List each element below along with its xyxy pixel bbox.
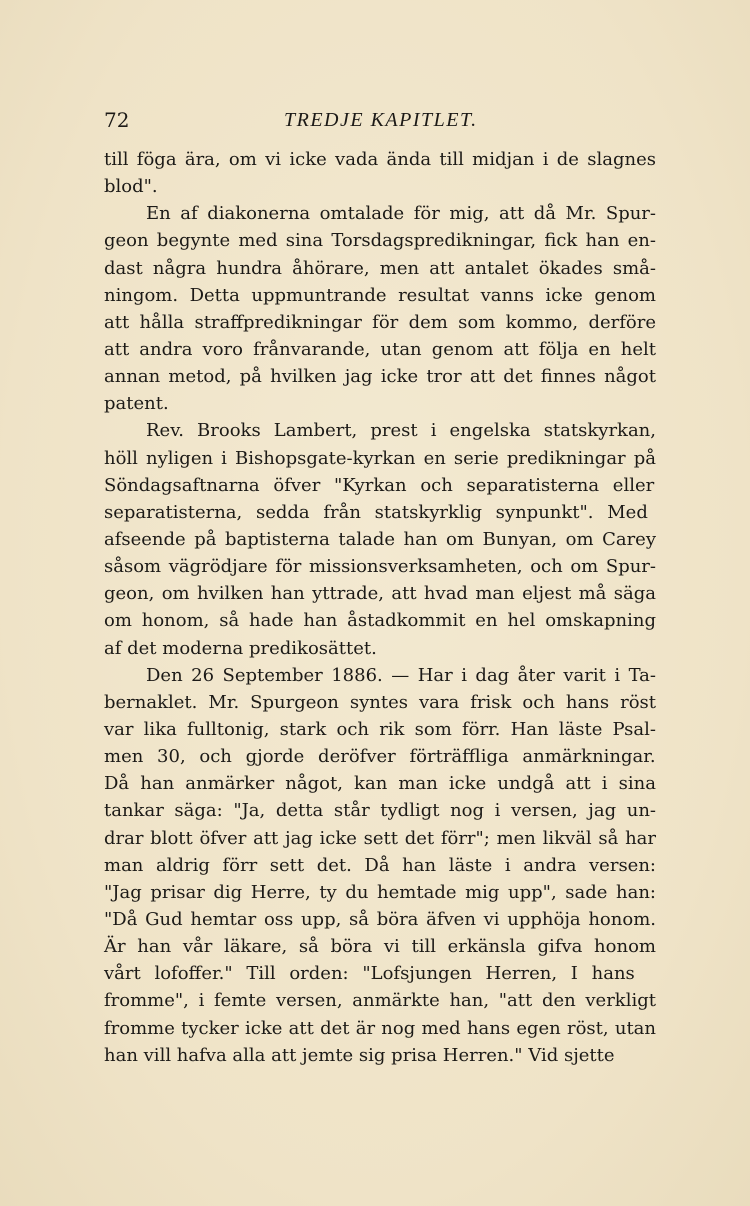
page-number: 72 [104, 108, 130, 132]
page-header [104, 108, 658, 138]
text-line: blod". [104, 176, 158, 198]
text-line: fromme", i femte versen, anmärkte han, "att den verkligt [104, 990, 656, 1012]
text-line: Rev. Brooks Lambert, prest i engelska statskyrkan, [146, 420, 656, 442]
running-title: TREDJE KAPITLET. [284, 109, 478, 131]
text-line: En af diakonerna omtalade för mig, att då Mr. Spur- [146, 203, 656, 225]
text-line: patent. [104, 393, 169, 415]
text-line: han vill hafva alla att jemte sig prisa Herren." Vid sjette [104, 1044, 615, 1066]
text-line: separatisterna, sedda från statskyrklig synpunkt". Med [104, 501, 648, 523]
text-line: "Då Gud hemtar oss upp, så böra äfven vi upphöja honom. [104, 908, 656, 930]
text-line: af det moderna predikosättet. [104, 637, 377, 659]
text-line: Den 26 September 1886. — Har i dag åter varit i Ta- [146, 664, 656, 686]
text-line: afseende på baptisterna talade han om Bunyan, om Carey [104, 528, 656, 550]
text-line: Är han vår läkare, så böra vi till erkänsla gifva honom [104, 936, 656, 958]
text-line: om honom, så hade han åstadkommit en hel omskapning [104, 610, 656, 632]
text-line: Då han anmärker något, kan man icke undgå att i sina [104, 773, 656, 795]
text-line: att andra voro frånvarande, utan genom att följa en helt [104, 338, 656, 360]
text-line: annan metod, på hvilken jag icke tror att det finnes något [104, 366, 656, 388]
text-line: geon begynte med sina Torsdagspredikningar, fick han en- [104, 230, 656, 252]
text-line: Söndagsaftnarna öfver "Kyrkan och separatisterna eller [104, 474, 655, 496]
text-line: vårt lofoffer." Till orden: "Lofsjungen Herren, I hans [104, 963, 635, 985]
text-line: ningom. Detta uppmuntrande resultat vanns icke genom [104, 284, 656, 306]
text-line: bernaklet. Mr. Spurgeon syntes vara frisk och hans röst [104, 691, 656, 713]
text-line: att hålla straffpredikningar för dem som kommo, derföre [104, 311, 656, 333]
text-line: geon, om hvilken han yttrade, att hvad man eljest må säga [104, 583, 656, 605]
text-line: var lika fulltonig, stark och rik som förr. Han läste Psal- [104, 718, 656, 740]
body-text [104, 146, 664, 1069]
text-line: dast några hundra åhörare, men att antalet ökades små- [104, 257, 656, 279]
text-line: tankar säga: "Ja, detta står tydligt nog i versen, jag un- [104, 800, 656, 822]
text-line: till föga ära, om vi icke vada ända till midjan i de slagnes [104, 149, 656, 170]
text-line: man aldrig förr sett det. Då han läste i andra versen: [104, 854, 656, 876]
text-line: men 30, och gjorde deröfver förträffliga anmärkningar. [104, 746, 656, 768]
text-line: höll nyligen i Bishopsgate-kyrkan en serie predikningar på [104, 447, 656, 469]
text-line: fromme tycker icke att det är nog med hans egen röst, utan [104, 1017, 656, 1039]
text-line: såsom vägrödjare för missionsverksamheten, och om Spur- [104, 556, 656, 578]
text-line: drar blott öfver att jag icke sett det förr"; men likväl så har [104, 827, 656, 849]
text-line: "Jag prisar dig Herre, ty du hemtade mig upp", sade han: [104, 881, 656, 903]
